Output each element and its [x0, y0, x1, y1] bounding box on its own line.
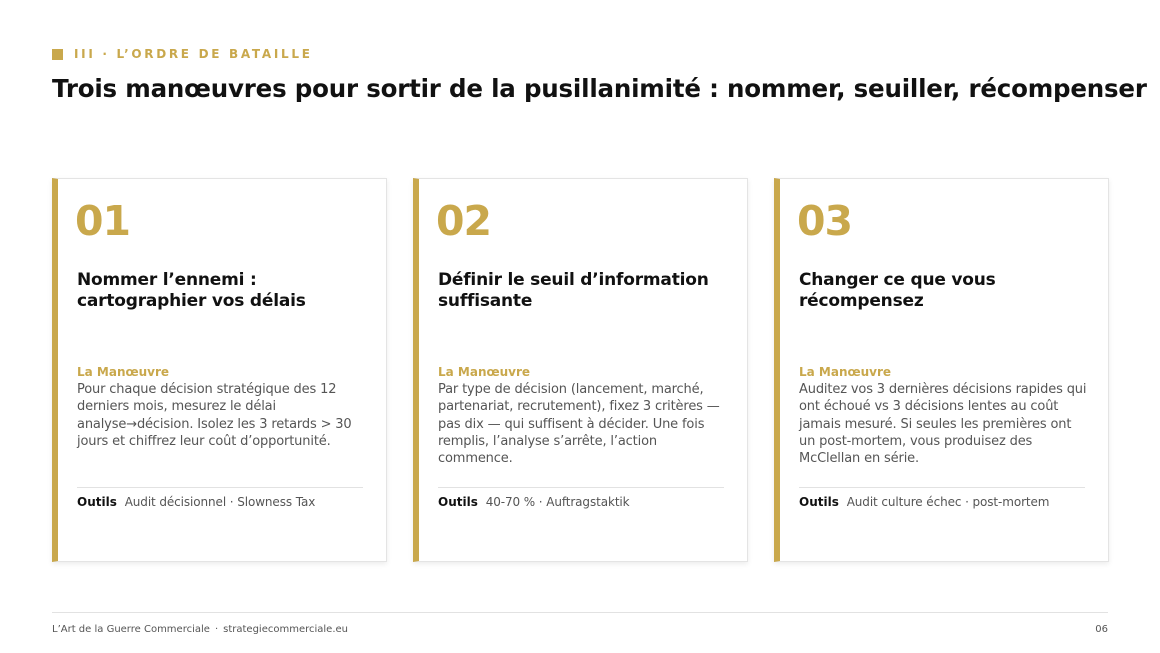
card-body: Auditez vos 3 dernières décisions rapides qui ont échoué vs 3 décisions lentes au coût jamais mesuré. Si seules les premières ont un post-mortem, vous produisez des McClellan en série. — [799, 382, 1087, 467]
eyebrow-label: III · L’ORDRE DE BATAILLE — [74, 47, 313, 61]
footer-separator: · — [214, 624, 219, 635]
footer-site: strategiecommerciale.eu — [223, 624, 348, 635]
page-title: Trois manœuvres pour sortir de la pusillanimité : nommer, seuiller, récompenser — [52, 74, 1147, 103]
card-body: Par type de décision (lancement, marché, partenariat, recrutement), fixez 3 critères — pas dix — qui suffisent à décider. Une fois remplis, l’analyse s’arrête, l’action commence. — [438, 382, 720, 467]
card-divider — [77, 487, 363, 488]
card-tools — [799, 495, 1049, 509]
card-number: 01 — [75, 197, 131, 245]
eyebrow-square-icon — [52, 49, 63, 60]
card-divider — [438, 487, 724, 488]
tools-label: Outils — [438, 495, 478, 509]
tools-value: 40-70 % · Auftragstaktik — [485, 495, 630, 509]
tools-label: Outils — [799, 495, 839, 509]
section-eyebrow — [52, 47, 313, 61]
card-tools — [77, 495, 315, 509]
card-label: La Manœuvre — [77, 365, 170, 379]
card-number: 03 — [797, 197, 853, 245]
card-number: 02 — [436, 197, 492, 245]
card-tools — [438, 495, 630, 509]
tools-label: Outils — [77, 495, 117, 509]
tools-value: Audit culture échec · post-mortem — [846, 495, 1050, 509]
footer-brand — [52, 624, 348, 635]
card-divider — [799, 487, 1085, 488]
footer-brand-name: L’Art de la Guerre Commerciale — [52, 624, 210, 635]
footer-divider — [52, 612, 1108, 613]
manoeuvre-card — [52, 178, 387, 562]
page-number: 06 — [1095, 624, 1108, 635]
manoeuvre-cards — [52, 178, 1109, 562]
manoeuvre-card — [774, 178, 1109, 562]
card-heading: Nommer l’ennemi : cartographier vos délais — [77, 270, 306, 311]
card-label: La Manœuvre — [438, 365, 531, 379]
card-heading: Définir le seuil d’information suffisante — [438, 270, 709, 311]
manoeuvre-card — [413, 178, 748, 562]
card-heading: Changer ce que vous récompensez — [799, 270, 996, 311]
card-body: Pour chaque décision stratégique des 12 derniers mois, mesurez le délai analyse→décision. Isolez les 3 retards > 30 jours et chiffrez leur coût d’opportunité. — [77, 382, 352, 449]
card-label: La Manœuvre — [799, 365, 892, 379]
tools-value: Audit décisionnel · Slowness Tax — [124, 495, 316, 509]
